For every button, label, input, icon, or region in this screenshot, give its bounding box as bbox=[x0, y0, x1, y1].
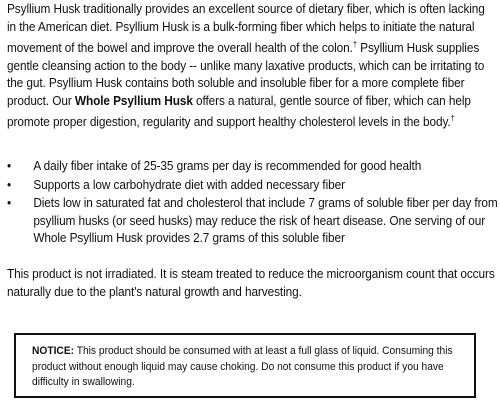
bullet-icon: • bbox=[7, 196, 12, 210]
intro-text-2: Psyllium Husk supplies gentle cleansing action to the body -- unlike many laxative products, which can be irritating to the gut. Psyllium Husk contains both soluble and insoluble fiber for a more complete fiber product. Our bbox=[7, 41, 485, 108]
intro-paragraph bbox=[7, 1, 496, 132]
intro-text-1: Psyllium Husk traditionally provides an excellent source of dietary fiber, which is often lacking in the American diet. Psyllium Husk is a bulk-forming fiber which helps to initiate the natural movement of the bowel and improve the overall health of the colon. bbox=[7, 2, 485, 56]
dagger-mark: † bbox=[352, 40, 357, 49]
notice-text bbox=[32, 344, 469, 391]
intro-text-3: offers a natural, gentle source of fiber, which can help promote proper digestion, regularity and support healthy cholesterol levels in the body. bbox=[7, 93, 471, 130]
list-item-text: A daily fiber intake of 25-35 grams per day is recommended for good health bbox=[33, 159, 422, 173]
notice-box bbox=[14, 333, 476, 398]
list-item bbox=[7, 195, 500, 248]
bullet-icon: • bbox=[7, 159, 12, 173]
list-item bbox=[7, 158, 500, 176]
list-item bbox=[7, 177, 500, 195]
irradiation-statement: This product is not irradiated. It is steam treated to reduce the microorganism count that occurs naturally due to the plant's natural growth and harvesting. bbox=[7, 267, 495, 299]
list-item-text: Diets low in saturated fat and cholesterol that include 7 grams of soluble fiber per day from psyllium husks (or seed husks) may reduce the risk of heart disease. One serving of our Whole Psyllium Husk provides 2.7 grams of this soluble fiber bbox=[33, 196, 498, 245]
notice-body: This product should be consumed with at least a full glass of liquid. Consuming this product without enough liquid may cause choking. Do not consume this product if you have difficulty in swallowing. bbox=[32, 345, 453, 388]
notice-label: NOTICE: bbox=[32, 345, 75, 357]
list-item-text: Supports a low carbohydrate diet with added necessary fiber bbox=[33, 177, 345, 192]
dagger-mark: † bbox=[450, 114, 455, 124]
benefits-list bbox=[7, 158, 500, 249]
product-name: Whole Psyllium Husk bbox=[74, 93, 193, 108]
bullet-icon: • bbox=[7, 177, 12, 192]
